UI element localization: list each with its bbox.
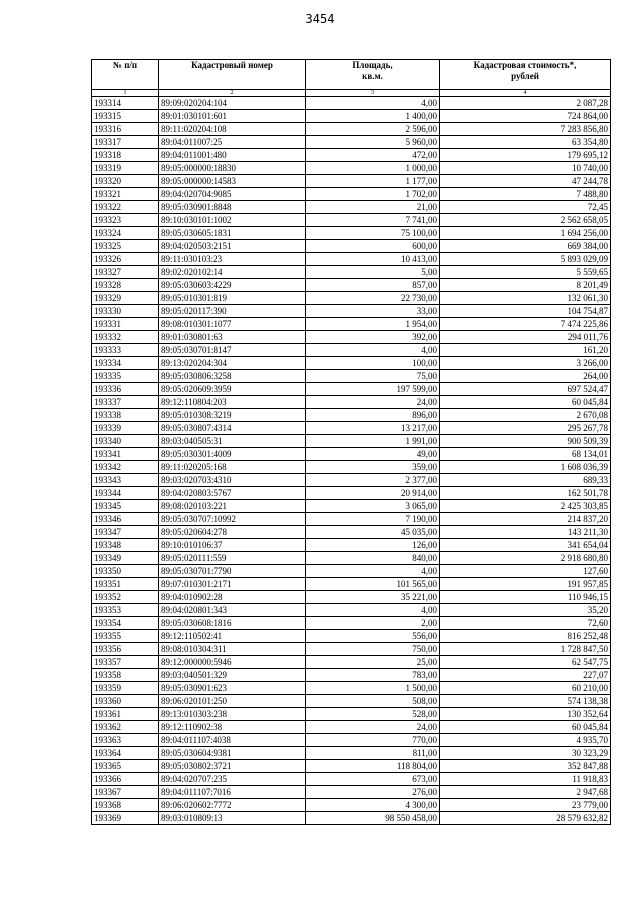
area-cell: 4,00 [306, 604, 440, 617]
cadastral-value-cell: 68 134,01 [440, 448, 611, 461]
row-number-cell: 193361 [92, 708, 159, 721]
cadastral-value-cell: 341 654,04 [440, 539, 611, 552]
row-number-cell: 193330 [92, 305, 159, 318]
cadastral-value-cell: 104 754,87 [440, 305, 611, 318]
cadastral-value-cell: 110 946,15 [440, 591, 611, 604]
area-cell: 750,00 [306, 643, 440, 656]
column-number: 2 [159, 90, 306, 97]
cadastral-value-cell: 2 087,28 [440, 97, 611, 110]
area-cell: 359,00 [306, 461, 440, 474]
header-area-line2: кв.м. [362, 71, 383, 81]
row-number-cell: 193356 [92, 643, 159, 656]
cadastral-number-cell: 89:05:030807:4314 [159, 422, 306, 435]
table-row [92, 422, 611, 435]
table-row [92, 188, 611, 201]
row-number-cell: 193335 [92, 370, 159, 383]
table-row [92, 773, 611, 786]
area-cell: 1 991,00 [306, 435, 440, 448]
header-value-line1: Кадастровая стоимость*, [473, 60, 577, 70]
cadastral-number-cell: 89:11:020204:108 [159, 123, 306, 136]
area-cell: 49,00 [306, 448, 440, 461]
area-cell: 197 599,00 [306, 383, 440, 396]
cadastral-value-cell: 30 323,29 [440, 747, 611, 760]
area-cell: 600,00 [306, 240, 440, 253]
cadastral-number-cell: 89:05:000000:18830 [159, 162, 306, 175]
table-row [92, 97, 611, 110]
table-row [92, 266, 611, 279]
cadastral-value-cell: 264,00 [440, 370, 611, 383]
table-row [92, 682, 611, 695]
row-number-cell: 193319 [92, 162, 159, 175]
row-number-cell: 193321 [92, 188, 159, 201]
table-row [92, 461, 611, 474]
row-number-cell: 193362 [92, 721, 159, 734]
table-row [92, 435, 611, 448]
cadastral-number-cell: 89:10:010106:37 [159, 539, 306, 552]
table-row [92, 526, 611, 539]
area-cell: 7 190,00 [306, 513, 440, 526]
cadastral-number-cell: 89:10:030101:1002 [159, 214, 306, 227]
table-row [92, 747, 611, 760]
cadastral-number-cell: 89:04:020503:2151 [159, 240, 306, 253]
area-cell: 556,00 [306, 630, 440, 643]
cadastral-number-cell: 89:05:030802:3721 [159, 760, 306, 773]
cadastral-number-cell: 89:05:020117:390 [159, 305, 306, 318]
cadastral-value-cell: 5 893 029,09 [440, 253, 611, 266]
row-number-cell: 193355 [92, 630, 159, 643]
table-row [92, 175, 611, 188]
table-row [92, 708, 611, 721]
cadastral-number-cell: 89:04:020803:5767 [159, 487, 306, 500]
cadastral-number-cell: 89:05:030608:1816 [159, 617, 306, 630]
area-cell: 276,00 [306, 786, 440, 799]
table-row [92, 292, 611, 305]
table-row [92, 383, 611, 396]
cadastral-value-cell: 11 918,83 [440, 773, 611, 786]
cadastral-value-cell: 8 201,49 [440, 279, 611, 292]
cadastral-value-cell: 127,60 [440, 565, 611, 578]
cadastral-value-cell: 2 947,68 [440, 786, 611, 799]
row-number-cell: 193314 [92, 97, 159, 110]
header-number [92, 60, 159, 90]
table-row [92, 721, 611, 734]
row-number-cell: 193343 [92, 474, 159, 487]
cadastral-number-cell: 89:08:010301:1077 [159, 318, 306, 331]
cadastral-value-cell: 132 061,30 [440, 292, 611, 305]
row-number-cell: 193342 [92, 461, 159, 474]
cadastral-value-cell: 47 244,78 [440, 175, 611, 188]
row-number-cell: 193369 [92, 812, 159, 825]
row-number-cell: 193327 [92, 266, 159, 279]
cadastral-value-cell: 35,20 [440, 604, 611, 617]
row-number-cell: 193349 [92, 552, 159, 565]
cadastral-value-cell: 1 694 256,00 [440, 227, 611, 240]
cadastral-number-cell: 89:05:030301:4009 [159, 448, 306, 461]
table-row [92, 123, 611, 136]
table-row [92, 734, 611, 747]
cadastral-number-cell: 89:05:000000:14583 [159, 175, 306, 188]
area-cell: 2 377,00 [306, 474, 440, 487]
cadastral-value-cell: 295 267,78 [440, 422, 611, 435]
row-number-cell: 193323 [92, 214, 159, 227]
cadastral-value-cell: 143 211,30 [440, 526, 611, 539]
cadastral-value-cell: 28 579 632,82 [440, 812, 611, 825]
cadastral-number-cell: 89:13:010303:238 [159, 708, 306, 721]
cadastral-number-cell: 89:04:011107:4038 [159, 734, 306, 747]
cadastral-number-cell: 89:05:030707:10992 [159, 513, 306, 526]
table-body [92, 97, 611, 825]
area-cell: 22 730,00 [306, 292, 440, 305]
row-number-cell: 193367 [92, 786, 159, 799]
header-value-line2: рублей [511, 71, 539, 81]
cadastral-number-cell: 89:03:020703:4310 [159, 474, 306, 487]
area-cell: 392,00 [306, 331, 440, 344]
row-number-cell: 193322 [92, 201, 159, 214]
cadastral-value-cell: 72,45 [440, 201, 611, 214]
cadastral-value-cell: 23 779,00 [440, 799, 611, 812]
row-number-cell: 193325 [92, 240, 159, 253]
area-cell: 508,00 [306, 695, 440, 708]
cadastral-number-cell: 89:05:030605:1831 [159, 227, 306, 240]
area-cell: 118 804,00 [306, 760, 440, 773]
cadastral-value-cell: 7 283 856,80 [440, 123, 611, 136]
cadastral-value-cell: 191 957,85 [440, 578, 611, 591]
cadastral-number-cell: 89:03:010809:13 [159, 812, 306, 825]
cadastral-value-cell: 669 384,00 [440, 240, 611, 253]
area-cell: 75,00 [306, 370, 440, 383]
cadastral-number-cell: 89:01:030101:601 [159, 110, 306, 123]
row-number-cell: 193357 [92, 656, 159, 669]
table-row [92, 253, 611, 266]
area-cell: 783,00 [306, 669, 440, 682]
area-cell: 126,00 [306, 539, 440, 552]
header-area-line1: Площадь, [352, 60, 393, 70]
row-number-cell: 193350 [92, 565, 159, 578]
cadastral-number-cell: 89:09:020204:104 [159, 97, 306, 110]
cadastral-number-cell: 89:05:030604:9381 [159, 747, 306, 760]
cadastral-value-cell: 697 524,47 [440, 383, 611, 396]
area-cell: 1 177,00 [306, 175, 440, 188]
cadastral-number-cell: 89:07:010301:2171 [159, 578, 306, 591]
cadastral-value-cell: 900 509,39 [440, 435, 611, 448]
table-row [92, 513, 611, 526]
cadastral-number-cell: 89:05:020111:559 [159, 552, 306, 565]
area-cell: 2,00 [306, 617, 440, 630]
cadastral-value-cell: 2 562 658,05 [440, 214, 611, 227]
cadastral-number-cell: 89:05:030701:7790 [159, 565, 306, 578]
area-cell: 896,00 [306, 409, 440, 422]
cadastral-value-cell: 10 740,00 [440, 162, 611, 175]
column-number: 4 [440, 90, 611, 97]
row-number-cell: 193332 [92, 331, 159, 344]
area-cell: 10 413,00 [306, 253, 440, 266]
table-row [92, 669, 611, 682]
column-number: 3 [306, 90, 440, 97]
row-number-cell: 193338 [92, 409, 159, 422]
table-row [92, 227, 611, 240]
cadastral-value-cell: 60 045,84 [440, 396, 611, 409]
area-cell: 1 702,00 [306, 188, 440, 201]
cadastral-value-cell: 72,60 [440, 617, 611, 630]
row-number-cell: 193329 [92, 292, 159, 305]
area-cell: 33,00 [306, 305, 440, 318]
cadastral-number-cell: 89:08:010304:311 [159, 643, 306, 656]
area-cell: 4,00 [306, 344, 440, 357]
table-row [92, 591, 611, 604]
cadastral-value-cell: 2 670,08 [440, 409, 611, 422]
area-cell: 20 914,00 [306, 487, 440, 500]
cadastral-value-cell: 574 138,38 [440, 695, 611, 708]
cadastral-value-cell: 1 728 847,50 [440, 643, 611, 656]
table-row [92, 201, 611, 214]
cadastral-value-cell: 214 837,20 [440, 513, 611, 526]
area-cell: 100,00 [306, 357, 440, 370]
cadastral-value-cell: 816 252,48 [440, 630, 611, 643]
row-number-cell: 193339 [92, 422, 159, 435]
area-cell: 5 960,00 [306, 136, 440, 149]
cadastral-number-cell: 89:05:010308:3219 [159, 409, 306, 422]
row-number-cell: 193336 [92, 383, 159, 396]
cadastral-number-cell: 89:05:030603:4229 [159, 279, 306, 292]
area-cell: 770,00 [306, 734, 440, 747]
area-cell: 7 741,00 [306, 214, 440, 227]
row-number-cell: 193331 [92, 318, 159, 331]
area-cell: 4 300,00 [306, 799, 440, 812]
cadastral-value-cell: 60 210,00 [440, 682, 611, 695]
cadastral-number-cell: 89:03:040501:329 [159, 669, 306, 682]
cadastral-number-cell: 89:05:010301:819 [159, 292, 306, 305]
area-cell: 528,00 [306, 708, 440, 721]
cadastral-table [91, 59, 611, 825]
row-number-cell: 193344 [92, 487, 159, 500]
row-number-cell: 193353 [92, 604, 159, 617]
cadastral-value-cell: 352 847,88 [440, 760, 611, 773]
row-number-cell: 193318 [92, 149, 159, 162]
table-row [92, 396, 611, 409]
cadastral-value-cell: 689,33 [440, 474, 611, 487]
column-number: 1 [92, 90, 159, 97]
row-number-cell: 193337 [92, 396, 159, 409]
area-cell: 4,00 [306, 97, 440, 110]
cadastral-number-cell: 89:11:020205:168 [159, 461, 306, 474]
cadastral-number-cell: 89:04:011107:7016 [159, 786, 306, 799]
row-number-cell: 193340 [92, 435, 159, 448]
cadastral-number-cell: 89:06:020101:250 [159, 695, 306, 708]
row-number-cell: 193352 [92, 591, 159, 604]
row-number-cell: 193341 [92, 448, 159, 461]
cadastral-value-cell: 62 547,75 [440, 656, 611, 669]
row-number-cell: 193345 [92, 500, 159, 513]
area-cell: 13 217,00 [306, 422, 440, 435]
row-number-cell: 193354 [92, 617, 159, 630]
area-cell: 1 400,00 [306, 110, 440, 123]
area-cell: 45 035,00 [306, 526, 440, 539]
table-row [92, 305, 611, 318]
header-cadastral-value [440, 60, 611, 90]
table-row [92, 409, 611, 422]
table-row [92, 318, 611, 331]
row-number-cell: 193316 [92, 123, 159, 136]
area-cell: 21,00 [306, 201, 440, 214]
table-row [92, 487, 611, 500]
cadastral-number-cell: 89:12:000000:5946 [159, 656, 306, 669]
area-cell: 1 000,00 [306, 162, 440, 175]
table-row [92, 565, 611, 578]
table-row [92, 136, 611, 149]
cadastral-value-cell: 1 608 036,39 [440, 461, 611, 474]
row-number-cell: 193320 [92, 175, 159, 188]
row-number-cell: 193359 [92, 682, 159, 695]
cadastral-number-cell: 89:04:020704:9085 [159, 188, 306, 201]
cadastral-number-cell: 89:02:020102:14 [159, 266, 306, 279]
table-row [92, 812, 611, 825]
table-row [92, 344, 611, 357]
row-number-cell: 193346 [92, 513, 159, 526]
cadastral-number-cell: 89:08:020103:221 [159, 500, 306, 513]
cadastral-value-cell: 60 045,84 [440, 721, 611, 734]
header-row [92, 60, 611, 90]
table-row [92, 149, 611, 162]
row-number-cell: 193315 [92, 110, 159, 123]
table-row [92, 279, 611, 292]
cadastral-value-cell: 4 935,70 [440, 734, 611, 747]
cadastral-value-cell: 7 488,80 [440, 188, 611, 201]
table-row [92, 240, 611, 253]
area-cell: 673,00 [306, 773, 440, 786]
cadastral-number-cell: 89:03:040505:31 [159, 435, 306, 448]
cadastral-number-cell: 89:01:030801:63 [159, 331, 306, 344]
cadastral-value-cell: 2 425 303,85 [440, 500, 611, 513]
table-row [92, 617, 611, 630]
table-row [92, 656, 611, 669]
cadastral-value-cell: 3 266,00 [440, 357, 611, 370]
table-row [92, 578, 611, 591]
cadastral-number-cell: 89:04:020801:343 [159, 604, 306, 617]
cadastral-value-cell: 162 501,78 [440, 487, 611, 500]
area-cell: 98 550 458,00 [306, 812, 440, 825]
area-cell: 3 065,00 [306, 500, 440, 513]
table-row [92, 448, 611, 461]
cadastral-number-cell: 89:04:011007:25 [159, 136, 306, 149]
row-number-cell: 193348 [92, 539, 159, 552]
row-number-cell: 193324 [92, 227, 159, 240]
area-cell: 75 100,00 [306, 227, 440, 240]
row-number-cell: 193363 [92, 734, 159, 747]
column-number-row [92, 90, 611, 97]
row-number-cell: 193366 [92, 773, 159, 786]
cadastral-number-cell: 89:05:030901:623 [159, 682, 306, 695]
page-number: 3454 [305, 12, 335, 26]
table-row [92, 370, 611, 383]
cadastral-value-cell: 179 695,12 [440, 149, 611, 162]
area-cell: 5,00 [306, 266, 440, 279]
row-number-cell: 193317 [92, 136, 159, 149]
table-row [92, 695, 611, 708]
area-cell: 811,00 [306, 747, 440, 760]
cadastral-value-cell: 7 474 225,86 [440, 318, 611, 331]
cadastral-number-cell: 89:04:011001:480 [159, 149, 306, 162]
table-row [92, 604, 611, 617]
area-cell: 4,00 [306, 565, 440, 578]
cadastral-number-cell: 89:05:020604:278 [159, 526, 306, 539]
cadastral-number-cell: 89:13:020204:304 [159, 357, 306, 370]
area-cell: 24,00 [306, 721, 440, 734]
cadastral-number-cell: 89:12:110902:38 [159, 721, 306, 734]
row-number-cell: 193334 [92, 357, 159, 370]
row-number-cell: 193347 [92, 526, 159, 539]
table-row [92, 552, 611, 565]
table-row [92, 331, 611, 344]
area-cell: 2 596,00 [306, 123, 440, 136]
area-cell: 840,00 [306, 552, 440, 565]
row-number-cell: 193328 [92, 279, 159, 292]
area-cell: 35 221,00 [306, 591, 440, 604]
table-row [92, 162, 611, 175]
cadastral-number-cell: 89:12:110804:203 [159, 396, 306, 409]
cadastral-value-cell: 5 559,65 [440, 266, 611, 279]
table-row [92, 214, 611, 227]
cadastral-number-cell: 89:05:030901:8848 [159, 201, 306, 214]
cadastral-value-cell: 63 354,80 [440, 136, 611, 149]
cadastral-number-cell: 89:04:010902:28 [159, 591, 306, 604]
header-cadastral-number-label: Кадастровый номер [191, 60, 273, 70]
cadastral-number-cell: 89:11:030103:23 [159, 253, 306, 266]
area-cell: 857,00 [306, 279, 440, 292]
cadastral-value-cell: 130 352,64 [440, 708, 611, 721]
table-row [92, 760, 611, 773]
table-row [92, 786, 611, 799]
row-number-cell: 193326 [92, 253, 159, 266]
header-cadastral-number [159, 60, 306, 90]
area-cell: 101 565,00 [306, 578, 440, 591]
cadastral-number-cell: 89:05:020609:3959 [159, 383, 306, 396]
row-number-cell: 193364 [92, 747, 159, 760]
table-row [92, 630, 611, 643]
header-number-label: № п/п [112, 60, 138, 70]
header-area [306, 60, 440, 90]
cadastral-number-cell: 89:05:030806:3258 [159, 370, 306, 383]
area-cell: 1 500,00 [306, 682, 440, 695]
table-row [92, 539, 611, 552]
cadastral-value-cell: 724 864,00 [440, 110, 611, 123]
cadastral-value-cell: 227,07 [440, 669, 611, 682]
table-row [92, 474, 611, 487]
cadastral-value-cell: 161,20 [440, 344, 611, 357]
area-cell: 472,00 [306, 149, 440, 162]
cadastral-value-cell: 294 011,76 [440, 331, 611, 344]
cadastral-number-cell: 89:12:110502:41 [159, 630, 306, 643]
cadastral-number-cell: 89:05:030701:8147 [159, 344, 306, 357]
row-number-cell: 193368 [92, 799, 159, 812]
area-cell: 1 954,00 [306, 318, 440, 331]
table-row [92, 357, 611, 370]
cadastral-number-cell: 89:06:020602:7772 [159, 799, 306, 812]
row-number-cell: 193358 [92, 669, 159, 682]
area-cell: 24,00 [306, 396, 440, 409]
cadastral-value-cell: 2 918 680,80 [440, 552, 611, 565]
table-row [92, 500, 611, 513]
row-number-cell: 193351 [92, 578, 159, 591]
cadastral-number-cell: 89:04:020707:235 [159, 773, 306, 786]
row-number-cell: 193333 [92, 344, 159, 357]
table-row [92, 643, 611, 656]
table-row [92, 799, 611, 812]
area-cell: 25,00 [306, 656, 440, 669]
row-number-cell: 193360 [92, 695, 159, 708]
row-number-cell: 193365 [92, 760, 159, 773]
table-row [92, 110, 611, 123]
